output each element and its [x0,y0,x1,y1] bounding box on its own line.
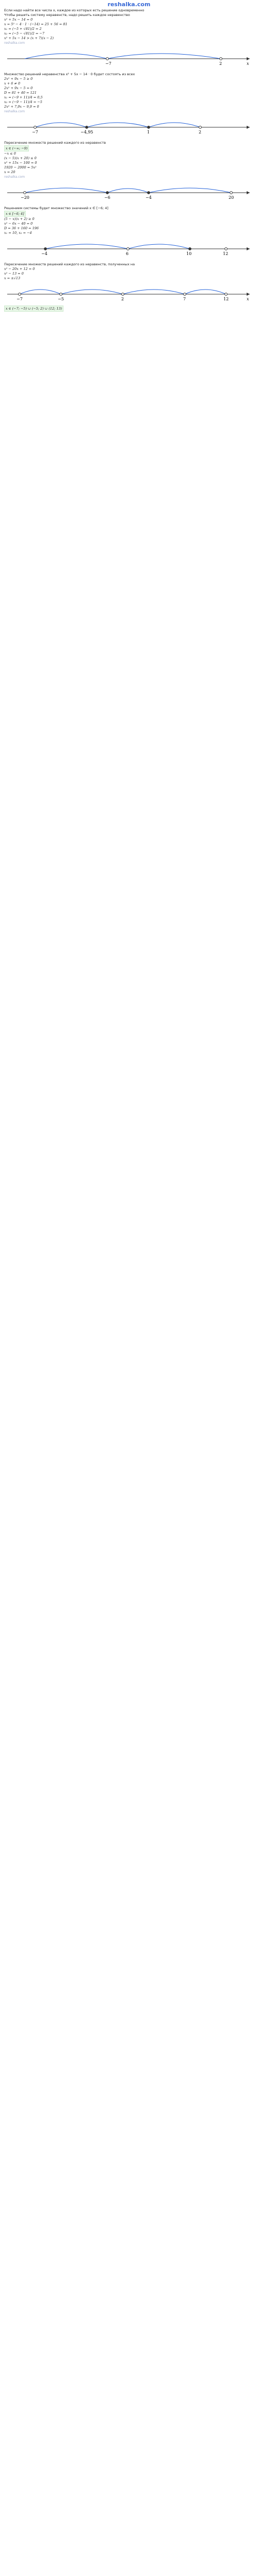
interval-arc [87,123,149,127]
tick-label: −4,95 [80,130,93,134]
axis-arrow [247,191,250,194]
tick-label: 12 [223,297,229,301]
equation-line: x² + 5x − 14 = 0 [4,18,33,22]
intro-line-1: Если надо найти все числа x, каждое из которых есть решение одновременно [4,8,144,12]
solution-section-2 [4,72,254,135]
interval-arc [107,54,221,59]
equation-line: x = 20 [4,170,15,174]
equation-line: 2x² + 7,9x − 9,9 = 0 [4,105,39,109]
open-point [225,248,228,250]
equation-line: x₂ = (−9 − 11)/4 = −5 [4,100,42,104]
equation-line: D = 36 + 160 = 196 [4,226,39,230]
tick-label: 7 [183,297,186,301]
open-point [34,126,37,129]
equation-line: x² + 5x − 14 > (x + 7)(x − 2) [4,36,54,40]
answer-box: x ∈ (−∞; −9) [4,145,29,151]
interval-arc [25,188,107,193]
equation-line: x₁ = (−5 + √81)/2 = 2 [4,27,42,31]
open-point [60,293,62,296]
closed-point [148,192,150,194]
watermark: reshalka.com [4,110,25,113]
number-line [4,46,254,67]
intro-line-2: Чтобы решить систему неравенств, надо решить каждое неравенство [4,13,130,17]
equation-line: x₁ = (−9 + 11)/4 = 0,5 [4,95,43,99]
solution-section-4 [4,206,254,257]
axis-arrow [247,247,250,250]
tick-label: 12 [223,251,229,256]
solution-section-1 [4,8,254,67]
answer-box: x ∈ [−6; 4] [4,211,26,217]
rule-text: Множество решений неравенства x² + 5x − 14 · 0 будет состоять из всех [4,72,135,76]
open-point [184,293,186,296]
equation-line: x + 6 ≠ 0 [4,81,21,86]
rule-text: Пересечение множеств решений каждого из неравенств, полученных на [4,262,135,266]
interval-arc [25,54,107,59]
equation-line: x² − 20x + 12 = 0 [4,267,35,271]
solution-section-5 [4,262,254,312]
equation-line: x² − 13 = 0 [4,272,24,276]
site-header [0,0,258,8]
equation-line: D = 81 + 40 = 121 [4,91,37,95]
interval-arc [20,290,61,294]
equation-line: 2x² + 9x − 5 ≥ 0 [4,77,33,81]
answer-box: x ∈ (−7; −5) ∪ (−5; 2) ∪ (12; 13) [4,306,63,312]
closed-point [148,126,150,129]
closed-point [86,126,88,129]
closed-point [189,248,191,250]
tick-label: 10 [186,251,192,256]
interval-arc [61,290,123,294]
open-point [230,192,233,194]
open-point [106,58,109,60]
site-logo-text: reshalka.com [107,1,151,8]
interval-arc [128,244,190,249]
open-point [127,248,130,250]
tick-label: 1 [147,130,150,134]
interval-arc [149,123,200,127]
equation-line: x₂ = (−5 − √81)/2 = −7 [4,31,44,36]
number-line [4,115,254,135]
solution-section-3 [4,141,254,201]
tick-label: −7 [32,130,38,134]
equation-line: 2x² + 9x − 5 = 0 [4,86,33,90]
equation-line: 1920 − 2000 = 5x² [4,165,37,170]
equation-line: −x ≤ 0 [4,151,16,156]
tick-label: −5 [58,297,64,301]
interval-arc [123,290,185,294]
equation-line: x₁ = 10, x₂ = −4 [4,231,32,235]
equation-line: x² − 6x − 40 = 0 [4,222,33,226]
open-point [220,58,222,60]
watermark: reshalka.com [4,41,25,45]
tick-label: −6 [104,195,110,200]
number-line [4,282,254,302]
axis-arrow [247,293,250,296]
axis-arrow [247,126,250,129]
interval-arc [185,290,226,294]
open-point [225,293,228,296]
equation-line: (x − 5)(x + 20) ≤ 0 [4,156,37,160]
tick-label: 2 [121,297,124,301]
tick-label: x [247,297,249,301]
interval-arc [45,244,128,249]
axis-arrow [247,57,250,60]
closed-point [44,248,47,250]
interval-arc [35,123,87,127]
rule-text: Решением системы будет множество значений x ∈ [−6; 4] [4,206,108,210]
equation-line: x² + 15x − 100 = 0 [4,161,37,165]
interval-arc [107,189,149,193]
rule-text: Пересечение множеств решений каждого из неравенств [4,141,106,145]
solution-content [0,8,258,312]
open-point [19,293,21,296]
tick-label: −7 [105,61,111,66]
tick-label: −7 [17,297,23,301]
tick-label: 2 [199,130,202,134]
tick-label: x [247,61,249,66]
interval-arc [149,188,231,193]
open-point [199,126,202,129]
number-line [4,236,254,257]
tick-label: −20 [21,195,29,200]
equation-line: (5 − x)(x + 2) ≥ 0 [4,217,35,221]
equation-line: x = ±√13 [4,276,21,280]
tick-label: 6 [126,251,129,256]
tick-label: 20 [229,195,234,200]
number-line [4,180,254,201]
open-point [24,192,26,194]
tick-label: 2 [219,61,222,66]
tick-label: −4 [41,251,47,256]
watermark: reshalka.com [4,175,25,179]
tick-label: −4 [146,195,152,200]
equation-line: x = 5² − 4 · 1 · (−14) = 25 + 56 = 81 [4,22,68,26]
closed-point [106,192,109,194]
open-point [122,293,124,296]
